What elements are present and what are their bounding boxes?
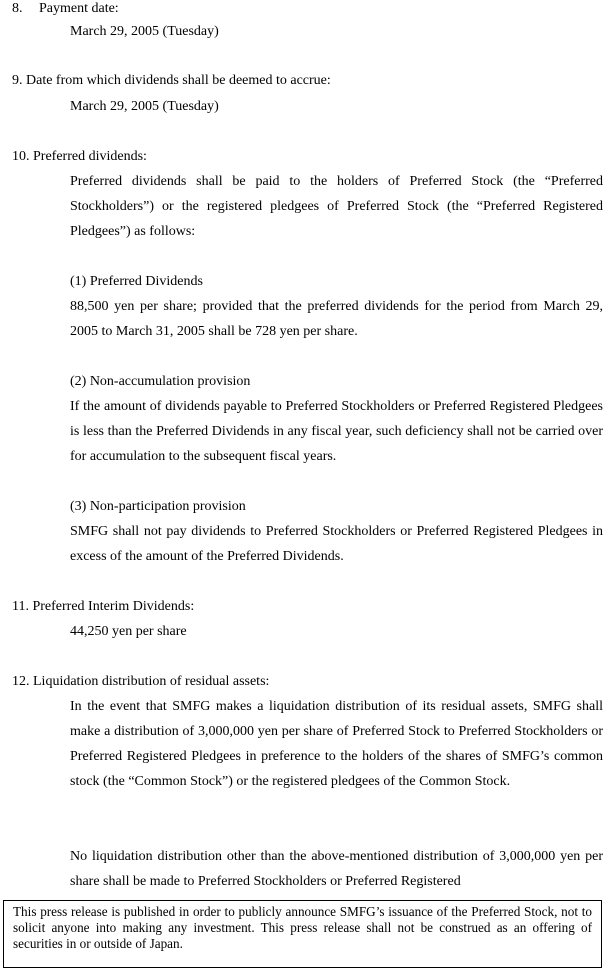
section-8-number: 8. <box>12 1 23 16</box>
sub-3-text: SMFG shall not pay dividends to Preferred Stockholders or Preferred Registered Pledgees in excess of the amount of the Preferred Dividends. <box>70 524 603 564</box>
section-10-heading: 10. Preferred dividends: <box>12 149 147 164</box>
payment-date-value: March 29, 2005 (Tuesday) <box>70 24 219 39</box>
disclaimer-box: This press release is published in order to publicly announce SMFG’s issuance of the Preferred Stock, not to solicit anyone into making any investment. This press release shall not be construed as an offering of securities in or outside of Japan. <box>3 900 602 968</box>
sub-1-text: 88,500 yen per share; provided that the preferred dividends for the period from March 29, 2005 to March 31, 2005 shall be 728 yen per share. <box>70 299 603 339</box>
section-9-heading: 9. Date from which dividends shall be deemed to accrue: <box>12 73 331 88</box>
section-8-title: Payment date: <box>39 1 119 16</box>
sub-2-title: (2) Non-accumulation provision <box>70 374 251 389</box>
accrual-date-value: March 29, 2005 (Tuesday) <box>70 99 219 114</box>
section-8-heading <box>12 0 119 18</box>
sub-3-title: (3) Non-participation provision <box>70 499 246 514</box>
section-12-heading: 12. Liquidation distribution of residual assets: <box>12 674 270 689</box>
liquidation-para-1: In the event that SMFG makes a liquidation distribution of its residual assets, SMFG shall make a distribution of 3,000,000 yen per share of Preferred Stock to Preferred Stockholders or Preferred Registered Pledgees in preference to the holders of the shares of SMFG’s common stock (the “Common Stock”) or the registered pledgees of the Common Stock. <box>70 699 603 789</box>
preferred-dividends-intro: Preferred dividends shall be paid to the holders of Preferred Stock (the “Preferred Stockholders”) or the registered pledgees of Preferred Stock (the “Preferred Registered Pledgees”) as follows: <box>70 174 603 239</box>
sub-1-title: (1) Preferred Dividends <box>70 274 203 289</box>
interim-dividends-value: 44,250 yen per share <box>70 624 187 639</box>
section-11-heading: 11. Preferred Interim Dividends: <box>12 599 195 614</box>
liquidation-para-2: No liquidation distribution other than the above-mentioned distribution of 3,000,000 yen per share shall be made to Preferred Stockholders or Preferred Registered <box>70 849 603 889</box>
sub-2-text: If the amount of dividends payable to Preferred Stockholders or Preferred Registered Pledgees is less than the Preferred Dividends in any fiscal year, such deficiency shall not be carried over for accumulation to the subsequent fiscal years. <box>70 399 603 464</box>
